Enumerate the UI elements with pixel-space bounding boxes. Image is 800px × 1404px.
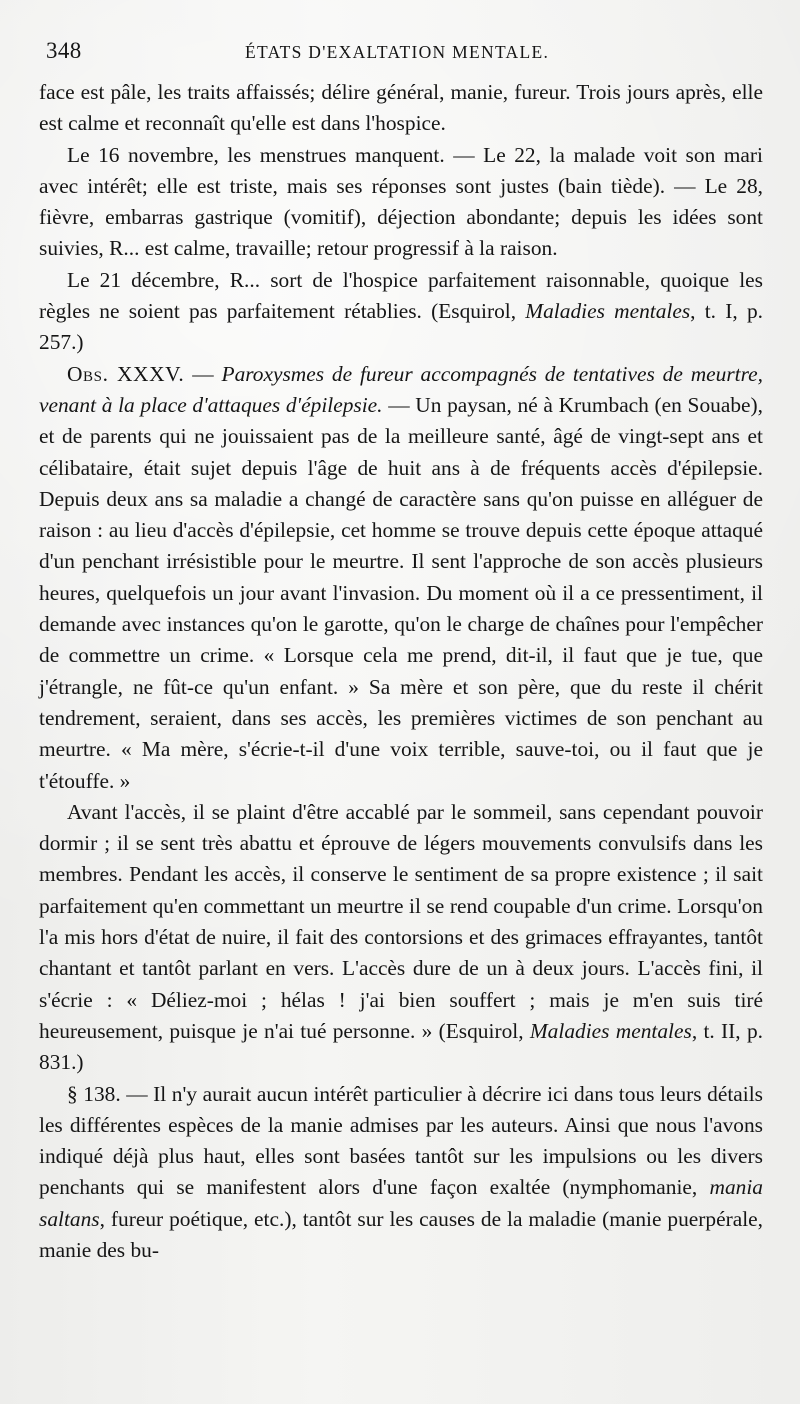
page-body [39, 77, 763, 1266]
section-138-text-end: , fureur poétique, etc.), tantôt sur les causes de la maladie (manie puerpérale, manie des bu- [39, 1206, 763, 1262]
observation-title: Paroxysmes de fureur accompagnés de tentatives de meurtre, venant à la place d'attaques d'épilepsie. [39, 361, 763, 417]
paragraph-5-citation-end: , t. II, p. 831.) [39, 1018, 763, 1075]
paragraph-5-citation-title: Maladies mentales [529, 1018, 692, 1043]
observation-dash: — [184, 361, 222, 386]
running-title: ÉTATS D'EXALTATION MENTALE. [245, 42, 550, 62]
paragraph-3 [39, 265, 763, 359]
paragraph-1 [39, 77, 763, 140]
paragraph-3-citation-title: Maladies mentales [525, 299, 691, 324]
section-138 [39, 1079, 763, 1267]
observation-35 [39, 359, 763, 797]
paragraph-3-citation-end: , t. I, p. 257.) [39, 299, 763, 355]
paragraph-1-text: face est pâle, les traits affaissés; délire général, manie, fureur. Trois jours après, elle est calme et reconnaît qu'elle est dans l'hospice. [39, 80, 763, 136]
page-number: 348 [46, 38, 82, 63]
section-138-italic-term: mania saltans [39, 1175, 763, 1231]
paragraph-5-text: Avant l'accès, il se plaint d'être accablé par le sommeil, sans cependant pouvoir dormir ; il se sent très abattu et éprouve de légers mouvements convulsifs dans les membres. Pendant les accès, il conserve le sentiment de sa propre existence ; il sait parfaitement qu'en commettant un meurtre il se rend coupable d'un crime. Lorsqu'on l'a mis hors d'état de nuire, il fait des contorsions et des grimaces effrayantes, tantôt chantant et tantôt parlant en vers. L'accès dure de un à deux jours. L'accès fini, il s'écrie : « Déliez-moi ; hélas ! j'ai bien souffert ; mais je m'en suis tiré heureusement, puisque je n'ai tué personne. » (Esquirol, [39, 799, 763, 1043]
page-header [46, 38, 760, 72]
paragraph-2 [39, 140, 763, 265]
observation-text: — Un paysan, né à Krumbach (en Souabe), et de parents qui ne jouissaient pas de la meilleure santé, âgé de vingt-sept ans et célibataire, était sujet depuis l'âge de huit ans à de fréquents accès d'épilepsie. Depuis deux ans sa maladie a changé de caractère sans qu'on puisse en alléguer de raison : au lieu d'accès d'épilepsie, cet homme se trouve depuis cette époque attaqué d'un penchant irrésistible pour le meurtre. Il sent l'approche de son accès plusieurs heures, quelquefois un jour avant l'invasion. Du moment où il a ce pressentiment, il demande avec instances qu'on le garotte, qu'on le charge de chaînes pour l'empêcher de commettre un crime. « Lorsque cela me prend, dit-il, il faut que je tue, que j'étrangle, ne fût-ce qu'un enfant. » Sa mère et son père, que du reste il chérit tendrement, seraient, dans ses accès, les premières victimes de son penchant au meurtre. « Ma mère, s'écrie-t-il d'une voix terrible, sauve-toi, ou il faut que je t'étouffe. » [39, 392, 764, 793]
paragraph-2-text: Le 16 novembre, les menstrues manquent. — Le 22, la malade voit son mari avec intérêt; elle est triste, mais ses réponses sont justes (bain tiède). — Le 28, fièvre, embarras gastrique (vomitif), déjection abondante; depuis les idées sont suivies, R... est calme, travaille; retour progressif à la raison. [39, 142, 763, 261]
paragraph-5 [39, 797, 763, 1079]
section-138-text: § 138. — Il n'y aurait aucun intérêt particulier à décrire ici dans tous leurs détails les différentes espèces de la manie admises par les auteurs. Ainsi que nous l'avons indiqué déjà plus haut, elles sont basées tantôt sur les impulsions ou les divers penchants qui se manifestent alors d'une façon exaltée (nymphomanie, [39, 1081, 763, 1200]
paragraph-3-text: Le 21 décembre, R... sort de l'hospice parfaitement raisonnable, quoique les règles ne soient pas parfaitement rétablies. (Esquirol, [39, 267, 763, 324]
observation-label: Obs. XXXV. [67, 361, 185, 386]
